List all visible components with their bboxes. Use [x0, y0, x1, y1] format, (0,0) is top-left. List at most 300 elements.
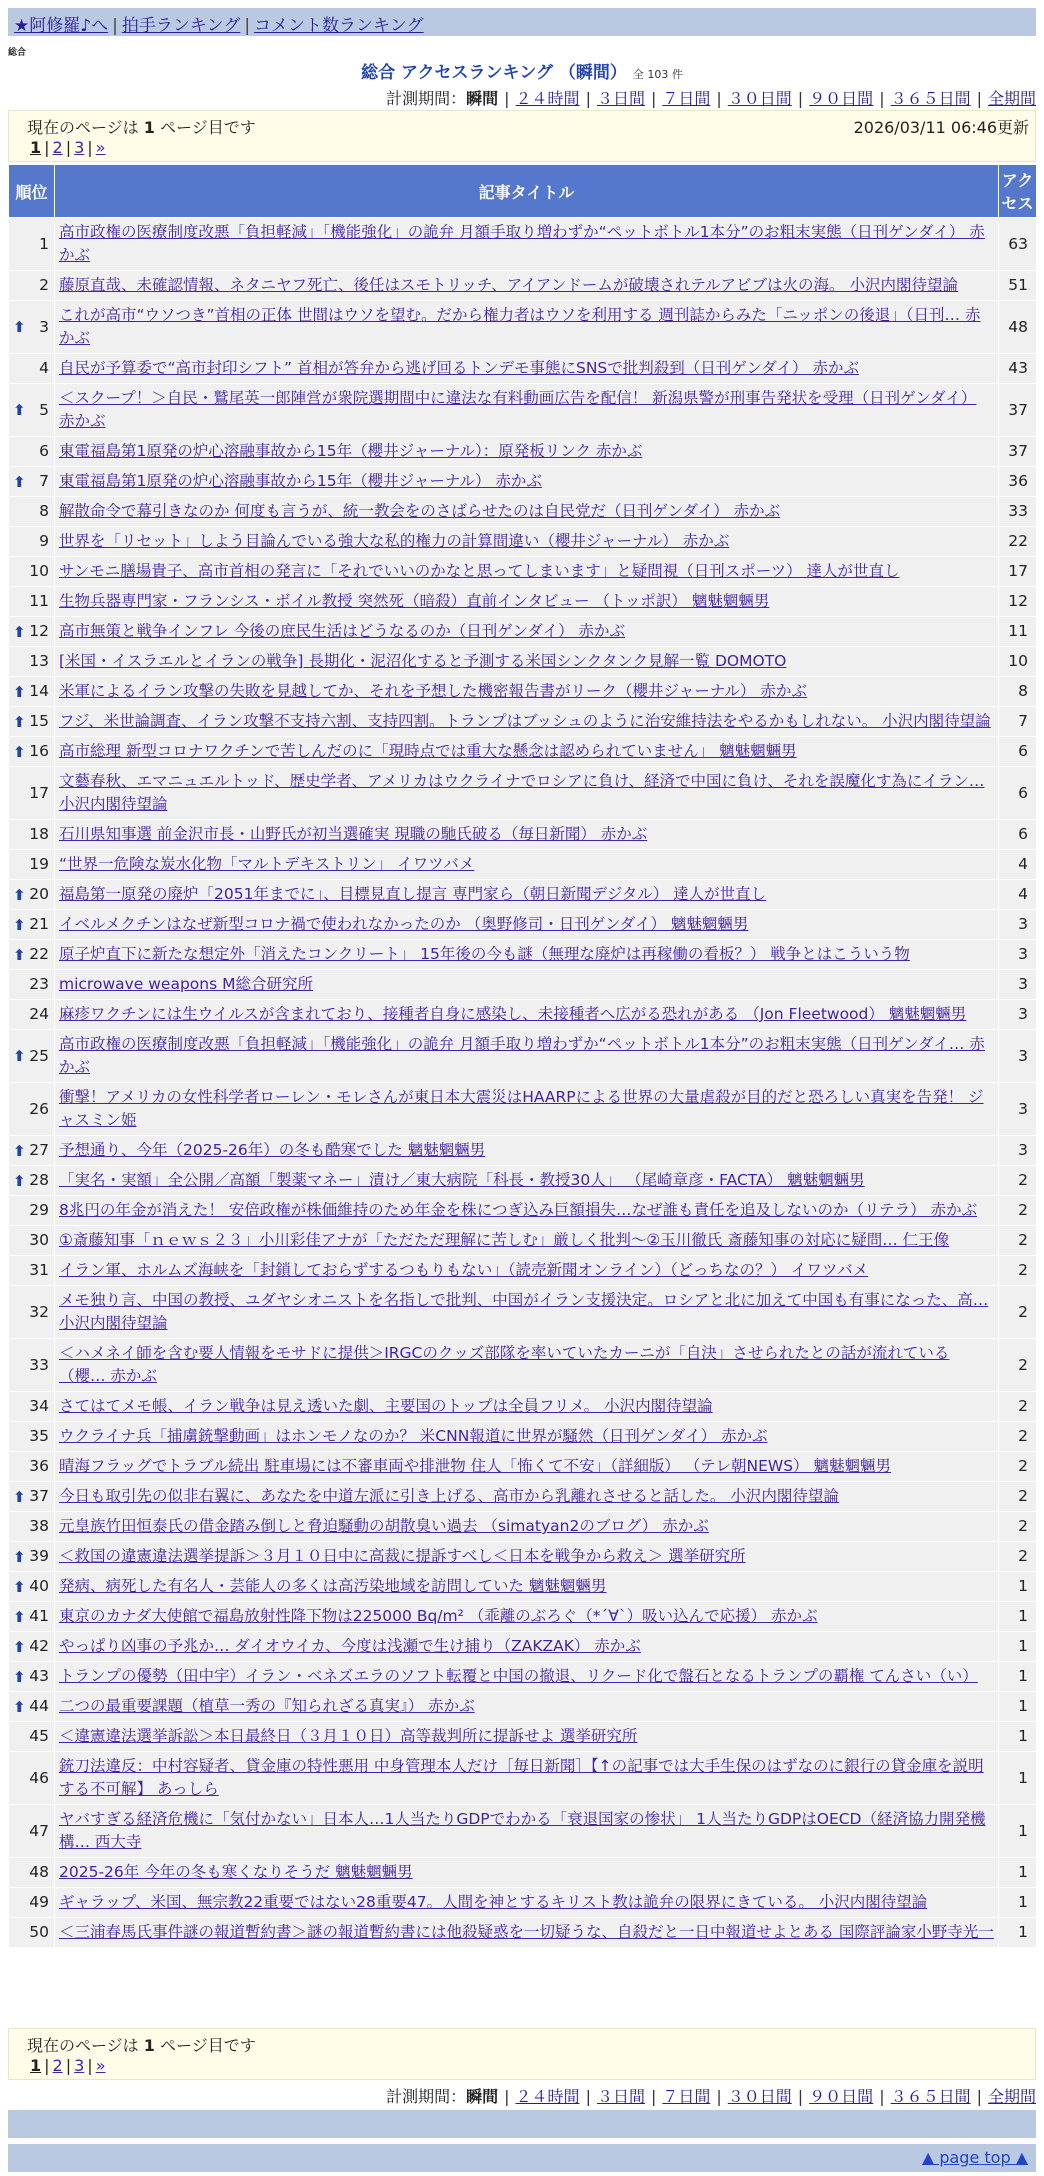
article-link[interactable]: 元皇族竹田恒泰氏の借金踏み倒しと脅迫騒動の胡散臭い過去 （simatyan2のブログ） 赤かぶ	[59, 1517, 709, 1535]
table-row	[9, 880, 1037, 910]
title-cell	[55, 647, 999, 677]
access-count: 6	[999, 820, 1037, 850]
rank-number: 13	[29, 652, 49, 670]
title-cell	[55, 1722, 999, 1752]
rank-number: 38	[29, 1517, 49, 1535]
title-cell	[55, 467, 999, 497]
table-row	[9, 617, 1037, 647]
article-link[interactable]: ①斎藤知事「ｎｅｗｓ２３」小川彩佳アナが「ただただ理解に苦しむ」厳しく批判〜②玉川徹氏 斎藤知事の対応に疑問… 仁王像	[59, 1231, 950, 1249]
period-link[interactable]: 全期間	[987, 89, 1036, 108]
article-link[interactable]: 高市政権の医療制度改悪「負担軽減」「機能強化」の詭弁 月額手取り増わずか“ペットボトル1本分”のお粗末実態（日刊ゲンダイ） 赤かぶ	[59, 223, 985, 264]
rank-number: 35	[29, 1427, 49, 1445]
home-link[interactable]: ★阿修羅♪へ	[14, 16, 109, 36]
rank-number: 36	[29, 1457, 49, 1475]
rank-cell	[9, 1226, 55, 1256]
rank-number: 29	[29, 1201, 49, 1219]
title-cell	[55, 497, 999, 527]
period-link[interactable]: ２４時間	[515, 89, 580, 108]
rank-cell	[9, 354, 55, 384]
rank-cell	[9, 1339, 55, 1392]
period-link[interactable]: ２４時間	[515, 2087, 580, 2106]
title-cell	[55, 1632, 999, 1662]
article-link[interactable]: 生物兵器専門家・フランシス・ボイル教授 突然死（暗殺）直前インタビュー （トッポ訳） 魑魅魍魎男	[59, 592, 770, 610]
period-label: 計測期間：	[386, 2087, 467, 2106]
rank-cell	[9, 1918, 55, 1948]
table-row	[9, 467, 1037, 497]
period-selector-top: 計測期間：瞬間 | ２４時間 | ３日間 | ７日間 | ３０日間 | ９０日間 | ３６５日間 | 全期間	[386, 89, 1036, 108]
access-column-header: アクセス	[999, 165, 1037, 218]
article-link[interactable]: 晴海フラッグでトラブル続出 駐車場には不審車両や排泄物 住人「怖くて不安」（詳細版） （テレ朝NEWS） 魑魅魍魎男	[59, 1457, 891, 1475]
rank-number: 21	[29, 915, 49, 933]
period-current: 瞬間	[466, 89, 499, 108]
table-row	[9, 1452, 1037, 1482]
rank-number: 44	[29, 1697, 49, 1715]
period-link[interactable]: ９０日間	[809, 2087, 874, 2106]
title-cell	[55, 1752, 999, 1805]
page-link[interactable]: 2	[52, 2056, 63, 2075]
rank-cell	[9, 910, 55, 940]
up-arrow-icon: ⬆	[13, 1577, 26, 1596]
up-arrow-icon: ⬆	[13, 885, 26, 904]
period-current: 瞬間	[466, 2087, 499, 2106]
title-cell	[55, 737, 999, 767]
title-cell	[55, 1000, 999, 1030]
article-link[interactable]: 高市政権の医療制度改悪「負担軽減」「機能強化」の詭弁 月額手取り増わずか“ペットボトル1本分”のお粗末実態（日刊ゲンダイ… 赤かぶ	[59, 1035, 985, 1076]
access-count: 2	[999, 1166, 1037, 1196]
rank-number: 20	[29, 885, 49, 903]
title-cell	[55, 1166, 999, 1196]
period-selector-bottom: 計測期間：瞬間 | ２４時間 | ３日間 | ７日間 | ３０日間 | ９０日間 | ３６５日間 | 全期間	[386, 2087, 1036, 2106]
period-link[interactable]: ７日間	[662, 89, 711, 108]
rank-number: 48	[29, 1863, 49, 1881]
title-cell	[55, 384, 999, 437]
title-cell	[55, 677, 999, 707]
access-count: 36	[999, 467, 1037, 497]
article-link[interactable]: ＜救国の違憲違法選挙提訴＞３月１０日中に高裁に提訴すべし＜日本を戦争から救え＞ 選挙研究所	[59, 1547, 746, 1565]
period-link[interactable]: ３日間	[596, 2087, 645, 2106]
article-link[interactable]: 石川県知事選 前金沢市長・山野氏が初当選確実 現職の馳氏破る（毎日新聞） 赤かぶ	[59, 825, 648, 843]
rank-number: 3	[39, 317, 49, 336]
article-link[interactable]: 高市総理 新型コロナワクチンで苦しんだのに「現時点では重大な懸念は認められていません」 魑魅魍魎男	[59, 742, 797, 760]
title-cell	[55, 940, 999, 970]
table-row	[9, 1000, 1037, 1030]
table-row	[9, 940, 1037, 970]
table-row	[9, 354, 1037, 384]
article-link[interactable]: 米軍によるイラン攻撃の失敗を見越してか、それを予想した機密報告書がリーク（櫻井ジャーナル） 赤かぶ	[59, 682, 807, 700]
up-arrow-icon: ⬆	[13, 472, 26, 491]
article-link[interactable]: 世界を「リセット」しよう目論んでいる強大な私的権力の計算間違い（櫻井ジャーナル） 赤かぶ	[59, 532, 730, 550]
period-link[interactable]: ７日間	[662, 2087, 711, 2106]
rank-number: 41	[29, 1607, 49, 1625]
access-count: 2	[999, 1482, 1037, 1512]
rank-number: 12	[29, 622, 49, 640]
rank-cell	[9, 1542, 55, 1572]
page-link[interactable]: 3	[74, 138, 85, 157]
rank-cell	[9, 1888, 55, 1918]
title-cell	[55, 1452, 999, 1482]
article-link[interactable]: microwave weapons M総合研究所	[59, 975, 313, 993]
current-page-message: 現在のページは 1 ページ目です	[27, 118, 256, 137]
title-cell	[55, 301, 999, 354]
rank-number: 16	[29, 742, 49, 760]
article-link[interactable]: 8兆円の年金が消えた！ 安倍政権が株価維持のため年金を株につぎ込み巨額損失…なぜ誰も責任を追及しないのか（リテラ） 赤かぶ	[59, 1201, 978, 1219]
rank-cell	[9, 218, 55, 271]
pagination-box-top	[8, 110, 1036, 162]
table-row	[9, 970, 1037, 1000]
table-row	[9, 497, 1037, 527]
article-link[interactable]: トランプの優勢（田中宇）イラン・ベネズエラのソフト転覆と中国の撤退、リクード化で盤石となるトランプの覇権 てんさい（い）	[59, 1667, 978, 1685]
title-cell	[55, 1392, 999, 1422]
table-row	[9, 1286, 1037, 1339]
access-count: 3	[999, 1083, 1037, 1136]
title-cell	[55, 1692, 999, 1722]
table-row	[9, 737, 1037, 767]
top-navigation: ★阿修羅♪へ | 拍手ランキング | コメント数ランキング	[8, 8, 1036, 36]
page-top-link[interactable]: ▲ page top ▲	[921, 2148, 1028, 2167]
rank-number: 4	[39, 359, 49, 377]
access-count: 3	[999, 1136, 1037, 1166]
rank-cell	[9, 767, 55, 820]
article-link[interactable]: ＜違憲違法選挙訴訟＞本日最終日（３月１０日）高等裁判所に提訴せよ 選挙研究所	[59, 1727, 638, 1745]
page-current: 1	[30, 138, 42, 157]
access-count: 3	[999, 970, 1037, 1000]
table-row	[9, 1512, 1037, 1542]
access-count: 2	[999, 1226, 1037, 1256]
rank-cell	[9, 1452, 55, 1482]
rank-cell	[9, 1166, 55, 1196]
rank-cell	[9, 1602, 55, 1632]
page-top-bar	[8, 2144, 1036, 2172]
rank-number: 8	[39, 502, 49, 520]
next-page-link[interactable]: »	[95, 2056, 106, 2075]
rank-cell	[9, 1805, 55, 1858]
table-row	[9, 1858, 1037, 1888]
up-arrow-icon: ⬆	[13, 742, 26, 761]
rank-cell	[9, 587, 55, 617]
rank-number: 11	[29, 592, 49, 610]
table-row	[9, 1422, 1037, 1452]
title-cell	[55, 1512, 999, 1542]
up-arrow-icon: ⬆	[13, 1141, 26, 1160]
title-cell	[55, 557, 999, 587]
title-cell	[55, 1918, 999, 1948]
article-link[interactable]: フジ、米世論調査、イラン攻撃不支持六割、支持四割。トランプはブッシュのように治安維持法をやるかもしれない。 小沢内閣待望論	[59, 712, 991, 730]
rank-number: 5	[39, 400, 49, 419]
rank-cell	[9, 617, 55, 647]
article-link[interactable]: ＜三浦春馬氏事件謎の報道暫約書＞謎の報道暫約書には他殺疑惑を一切疑うな、自殺だと一日中報道せよとある 国際評論家小野寺光一	[59, 1923, 994, 1941]
rank-cell	[9, 1858, 55, 1888]
access-count: 2	[999, 1422, 1037, 1452]
access-count: 2	[999, 1339, 1037, 1392]
title-cell	[55, 850, 999, 880]
title-cell	[55, 1422, 999, 1452]
title-cell	[55, 1805, 999, 1858]
rank-number: 37	[29, 1487, 49, 1505]
rank-cell	[9, 384, 55, 437]
title-cell	[55, 1662, 999, 1692]
rank-number: 27	[29, 1141, 49, 1159]
next-page-link[interactable]: »	[95, 138, 106, 157]
period-link[interactable]: ３０日間	[727, 89, 792, 108]
rank-cell	[9, 301, 55, 354]
rank-number: 25	[29, 1046, 49, 1065]
access-count: 1	[999, 1602, 1037, 1632]
table-row	[9, 1632, 1037, 1662]
access-count: 1	[999, 1918, 1037, 1948]
up-arrow-icon: ⬆	[13, 1607, 26, 1626]
period-link[interactable]: ３０日間	[727, 2087, 792, 2106]
table-row	[9, 850, 1037, 880]
title-column-header: 記事タイトル	[55, 165, 999, 218]
table-row	[9, 1083, 1037, 1136]
article-link[interactable]: 麻疹ワクチンには生ウイルスが含まれており、接種者自身に感染し、未接種者へ広がる恐れがある （Jon Fleetwood） 魑魅魍魎男	[59, 1005, 967, 1023]
table-row	[9, 1602, 1037, 1632]
access-count: 6	[999, 767, 1037, 820]
title-cell	[55, 1226, 999, 1256]
article-link[interactable]: 二つの最重要課題（植草一秀の『知られざる真実』） 赤かぶ	[59, 1697, 475, 1715]
up-arrow-icon: ⬆	[13, 622, 26, 641]
rank-cell	[9, 1256, 55, 1286]
article-link[interactable]: [米国・イスラエルとイランの戦争] 長期化・泥沼化すると予測する米国シンクタンク見解一覧 DOMOTO	[59, 652, 787, 670]
rank-number: 46	[29, 1768, 49, 1787]
period-link[interactable]: ９０日間	[809, 89, 874, 108]
article-link[interactable]: サンモニ膳場貴子、高市首相の発言に「それでいいのかなと思ってしまいます」と疑問視（日刊スポーツ） 達人が世直し	[59, 562, 900, 580]
title-cell	[55, 910, 999, 940]
article-link[interactable]: 解散命令で幕引きなのか 何度も言うが、統一教会をのさばらせたのは自民党だ（日刊ゲンダイ） 赤かぶ	[59, 502, 781, 520]
up-arrow-icon: ⬆	[13, 682, 26, 701]
title-cell	[55, 1482, 999, 1512]
article-link[interactable]: これが高市“ウソつき”首相の正体 世間はウソを望む。だから権力者はウソを利用する 週刊誌からみた「ニッポンの後退」（日刊… 赤かぶ	[59, 306, 981, 347]
rank-cell	[9, 1136, 55, 1166]
up-arrow-icon: ⬆	[13, 1667, 26, 1686]
access-count: 37	[999, 437, 1037, 467]
article-link[interactable]: イベルメクチンはなぜ新型コロナ禍で使われなかったのか （奥野修司・日刊ゲンダイ） 魑魅魍魎男	[59, 915, 749, 933]
title-cell	[55, 767, 999, 820]
rank-number: 50	[29, 1923, 49, 1941]
rank-cell	[9, 820, 55, 850]
access-count: 1	[999, 1722, 1037, 1752]
article-link[interactable]: やっぱり凶事の予兆か… ダイオウイカ、今度は浅瀬で生け捕り（ZAKZAK） 赤かぶ	[59, 1637, 641, 1655]
table-row	[9, 1752, 1037, 1805]
table-row	[9, 707, 1037, 737]
clap-ranking-link[interactable]: 拍手ランキング	[121, 16, 241, 36]
period-label: 計測期間：	[386, 89, 467, 108]
updated-timestamp: 2026/03/11 06:46更新	[853, 118, 1029, 137]
article-link[interactable]: ＜スクープ！＞自民・鷲尾英一郎陣営が衆院選期間中に違法な有料動画広告を配信！ 新潟県警が刑事告発状を受理（日刊ゲンダイ） 赤かぶ	[59, 389, 977, 430]
title-cell	[55, 271, 999, 301]
access-count: 1	[999, 1572, 1037, 1602]
table-row	[9, 1136, 1037, 1166]
access-count: 10	[999, 647, 1037, 677]
access-count: 12	[999, 587, 1037, 617]
rank-cell	[9, 1482, 55, 1512]
rank-cell	[9, 557, 55, 587]
table-row	[9, 1226, 1037, 1256]
rank-number: 19	[29, 855, 49, 873]
article-link[interactable]: 東電福島第1原発の炉心溶融事故から15年（櫻井ジャーナル） 赤かぶ	[59, 472, 542, 490]
period-link[interactable]: 全期間	[987, 2087, 1036, 2106]
table-row	[9, 437, 1037, 467]
rank-cell	[9, 1286, 55, 1339]
access-count: 4	[999, 850, 1037, 880]
access-count: 1	[999, 1888, 1037, 1918]
rank-number: 9	[39, 532, 49, 550]
access-count: 63	[999, 218, 1037, 271]
period-link[interactable]: ３日間	[596, 89, 645, 108]
title-cell	[55, 1858, 999, 1888]
article-link[interactable]: ＜ハメネイ師を含む要人情報をモサドに提供＞IRGCのクッズ部隊を率いていたカーニが「自決」させられたとの話が流れている（櫻… 赤かぶ	[59, 1344, 950, 1385]
page-link[interactable]: 3	[74, 2056, 85, 2075]
title-cell	[55, 1030, 999, 1083]
up-arrow-icon: ⬆	[13, 401, 26, 419]
article-link[interactable]: イラン軍、ホルムズ海峡を「封鎖しておらずするつもりもない」（読売新聞オンライン）（どっちなの？） イワツバメ	[59, 1261, 869, 1279]
article-link[interactable]: 東電福島第1原発の炉心溶融事故から15年（櫻井ジャーナル）：原発板リンク 赤かぶ	[59, 442, 643, 460]
access-count: 1	[999, 1662, 1037, 1692]
table-row	[9, 218, 1037, 271]
article-link[interactable]: さてはてメモ帳、イラン戦争は見え透いた劇、主要国のトップは全員フリメ。 小沢内閣待望論	[59, 1397, 713, 1415]
access-count: 11	[999, 617, 1037, 647]
rank-number: 33	[29, 1355, 49, 1374]
pagination: 1 | 2 | 3 | »	[27, 2056, 108, 2075]
table-row	[9, 1572, 1037, 1602]
article-link[interactable]: 発病、病死した有名人・芸能人の多くは高汚染地域を訪問していた 魑魅魍魎男	[59, 1577, 607, 1595]
article-link[interactable]: ギャラップ、米国、無宗教22重要ではない28重要47。人間を神とするキリスト教は詭弁の限界にきている。 小沢内閣待望論	[59, 1893, 928, 1911]
up-arrow-icon: ⬆	[13, 1637, 26, 1656]
access-count: 6	[999, 737, 1037, 767]
rank-number: 40	[29, 1577, 49, 1595]
rank-cell	[9, 1030, 55, 1083]
article-link[interactable]: 高市無策と戦争インフレ 今後の庶民生活はどうなるのか（日刊ゲンダイ） 赤かぶ	[59, 622, 625, 640]
category-label: 総合	[8, 48, 27, 58]
pagination-box-bottom	[8, 2028, 1036, 2080]
access-count: 17	[999, 557, 1037, 587]
title-cell	[55, 707, 999, 737]
access-count: 43	[999, 354, 1037, 384]
item-count: 全 103 件	[632, 68, 683, 81]
table-row	[9, 1030, 1037, 1083]
rank-number: 30	[29, 1231, 49, 1249]
title-cell	[55, 218, 999, 271]
table-row	[9, 384, 1037, 437]
access-count: 2	[999, 1256, 1037, 1286]
table-row	[9, 527, 1037, 557]
period-link[interactable]: ３６５日間	[890, 2087, 971, 2106]
period-link[interactable]: ３６５日間	[890, 89, 971, 108]
access-count: 3	[999, 1000, 1037, 1030]
rank-cell	[9, 850, 55, 880]
rank-cell	[9, 467, 55, 497]
access-count: 22	[999, 527, 1037, 557]
rank-number: 18	[29, 825, 49, 843]
article-link[interactable]: “世界一危険な炭水化物「マルトデキストリン」 イワツバメ	[59, 855, 475, 873]
rank-number: 23	[29, 975, 49, 993]
rank-cell	[9, 1632, 55, 1662]
title-cell	[55, 1196, 999, 1226]
title-cell	[55, 970, 999, 1000]
access-count: 1	[999, 1752, 1037, 1805]
footer-bar	[8, 2110, 1036, 2138]
rank-number: 7	[39, 472, 49, 490]
access-count: 2	[999, 1286, 1037, 1339]
title-cell	[55, 617, 999, 647]
table-row	[9, 647, 1037, 677]
article-link[interactable]: 東京のカナダ大使館で福島放射性降下物は225000 Bq/m² （乖離のぶろぐ（*´∀`）吸い込んで応援） 赤かぶ	[59, 1607, 818, 1625]
access-count: 51	[999, 271, 1037, 301]
title-cell	[55, 527, 999, 557]
rank-cell	[9, 677, 55, 707]
article-link[interactable]: 文藝春秋、エマニュエルトッド、歴史学者、アメリカはウクライナでロシアに負け、経済で中国に負け、それを誤魔化す為にイラン… 小沢内閣待望論	[59, 772, 985, 813]
table-row	[9, 767, 1037, 820]
up-arrow-icon: ⬆	[13, 915, 26, 934]
rank-number: 49	[29, 1893, 49, 1911]
rank-cell	[9, 1000, 55, 1030]
comment-ranking-link[interactable]: コメント数ランキング	[254, 16, 424, 36]
access-count: 1	[999, 1632, 1037, 1662]
rank-cell	[9, 970, 55, 1000]
article-link[interactable]: 原子炉直下に新たな想定外「消えたコンクリート」 15年後の今も謎（無理な廃炉は再稼働の看板？） 戦争とはこういう物	[59, 945, 910, 963]
up-arrow-icon: ⬆	[13, 1047, 26, 1065]
table-row	[9, 1692, 1037, 1722]
up-arrow-icon: ⬆	[13, 1487, 26, 1506]
rank-cell	[9, 647, 55, 677]
title-cell	[55, 1888, 999, 1918]
article-link[interactable]: 福島第一原発の廃炉「2051年までに」、目標見直し提言 専門家ら（朝日新聞デジタル） 達人が世直し	[59, 885, 767, 903]
access-count: 2	[999, 1196, 1037, 1226]
rank-number: 43	[29, 1667, 49, 1685]
access-count: 1	[999, 1858, 1037, 1888]
title-cell	[55, 1256, 999, 1286]
table-row	[9, 301, 1037, 354]
table-row	[9, 1662, 1037, 1692]
current-page-message: 現在のページは 1 ページ目です	[27, 2036, 256, 2055]
title-cell	[55, 437, 999, 467]
page-link[interactable]: 2	[52, 138, 63, 157]
article-link[interactable]: 藤原直哉、未確認情報、ネタニヤフ死亡、後任はスモトリッチ、アイアンドームが破壊されテルアビブは火の海。 小沢内閣待望論	[59, 276, 958, 294]
article-link[interactable]: メモ独り言、中国の教授、ユダヤシオニストを名指しで批判、中国がイラン支援決定。ロシアと北に加えて中国も有事になった、高… 小沢内閣待望論	[59, 1291, 989, 1332]
title-cell	[55, 1572, 999, 1602]
article-link[interactable]: 「実名・実額」全公開／高額「製薬マネー」漬け／東大病院「科長・教授30人」 （尾崎章彦・FACTA） 魑魅魍魎男	[59, 1171, 865, 1189]
rank-number: 45	[29, 1727, 49, 1745]
rank-cell	[9, 1572, 55, 1602]
article-link[interactable]: 衝撃！アメリカの女性科学者ローレン・モレさんが東日本大震災はHAARPによる世界の大量虐殺が目的だと恐ろしい真実を告発！ ジャスミン姫	[59, 1088, 984, 1129]
article-link[interactable]: ウクライナ兵「捕虜銃撃動画」はホンモノなのか？ 米CNN報道に世界が騒然（日刊ゲンダイ） 赤かぶ	[59, 1427, 768, 1445]
title-cell	[55, 587, 999, 617]
rank-number: 10	[29, 562, 49, 580]
rank-cell	[9, 437, 55, 467]
article-link[interactable]: 銃刀法違反：中村容疑者、貸金庫の特性悪用 中身管理本人だけ［毎日新聞］【↑の記事では大手生保のはずなのに銀行の貸金庫を説明する不可解】 あっしら	[59, 1757, 984, 1798]
article-link[interactable]: 予想通り、今年（2025-26年）の冬も酷寒でした 魑魅魍魎男	[59, 1141, 486, 1159]
table-row	[9, 1166, 1037, 1196]
up-arrow-icon: ⬆	[13, 1547, 26, 1566]
current-page-number: 1	[143, 2036, 155, 2055]
table-row	[9, 1918, 1037, 1948]
access-count: 2	[999, 1512, 1037, 1542]
article-link[interactable]: 2025-26年 今年の冬も寒くなりそうだ 魑魅魍魎男	[59, 1863, 413, 1881]
access-count: 2	[999, 1542, 1037, 1572]
access-count: 2	[999, 1452, 1037, 1482]
access-count: 37	[999, 384, 1037, 437]
title-cell	[55, 1136, 999, 1166]
rank-number: 14	[29, 682, 49, 700]
article-link[interactable]: ヤバすぎる経済危機に「気付かない」日本人…1人当たりGDPでわかる「衰退国家の惨状」 1人当たりGDPはOECD（経済協力開発機構… 西大寺	[59, 1810, 986, 1851]
access-count: 1	[999, 1692, 1037, 1722]
table-row	[9, 1722, 1037, 1752]
article-link[interactable]: 自民が予算委で“高市封印シフト” 首相が答弁から逃げ回るトンデモ事態にSNSで批判殺到（日刊ゲンダイ） 赤かぶ	[59, 359, 859, 377]
up-arrow-icon: ⬆	[13, 1171, 26, 1190]
rank-number: 1	[39, 234, 49, 253]
current-page-number: 1	[143, 118, 155, 137]
article-link[interactable]: 今日も取引先の似非右翼に、あなたを中道左派に引き上げる、高市から乳離れさせると話した。 小沢内閣待望論	[59, 1487, 839, 1505]
